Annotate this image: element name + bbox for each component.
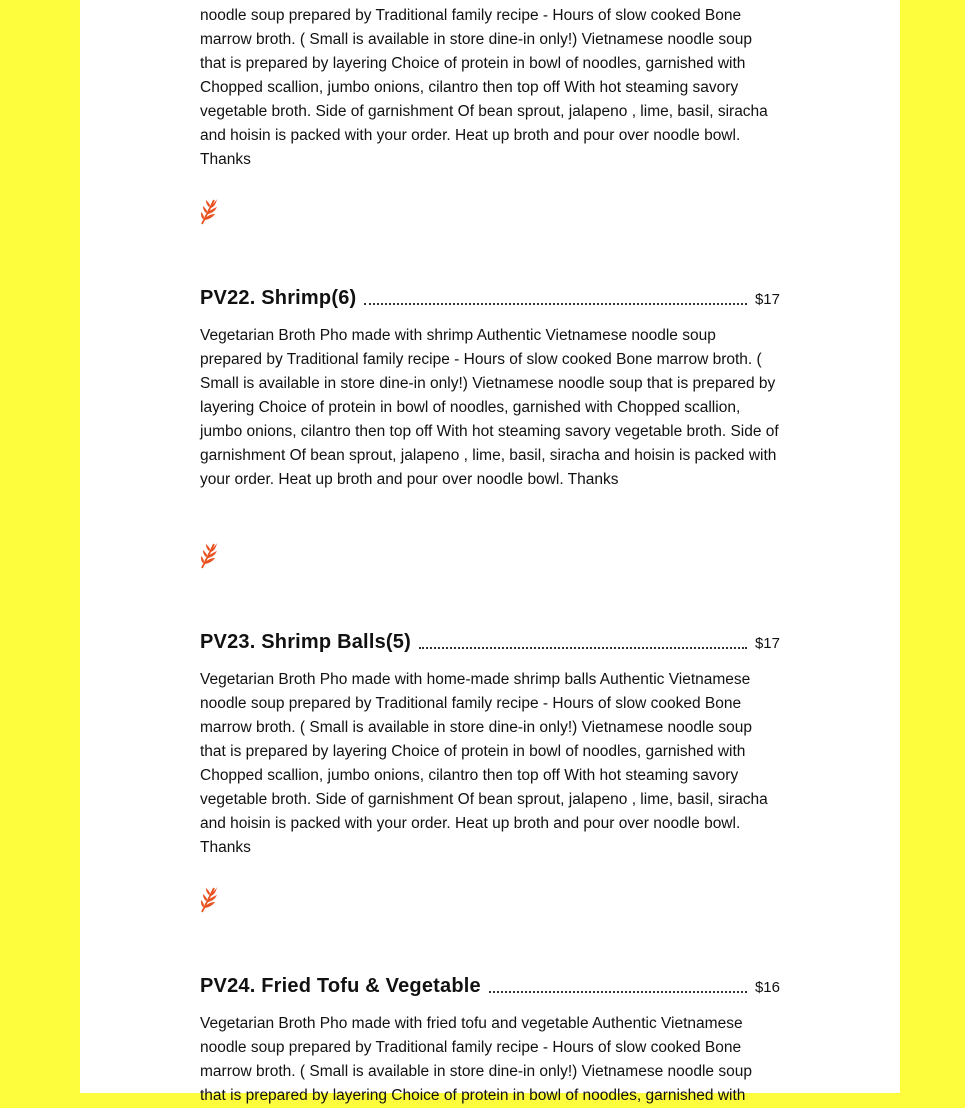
vegetarian-leaf-icon — [200, 541, 218, 569]
item-price: $16 — [754, 979, 780, 996]
dotted-leader — [489, 990, 747, 993]
menu-item-row[interactable] — [200, 280, 780, 310]
vegetarian-leaf-icon — [200, 885, 218, 913]
item-price: $17 — [754, 291, 780, 308]
item-description: Vegetarian Broth Pho made with home-made shrimp balls Authentic Vietnamese noodle soup prepared by Traditional family recipe - Hours of slow cooked Bone marrow broth. ( Small is available in store dine-in only!) Vietnamese noodle soup that is prepared by layering Choice of protein in bowl of noodles, garnished with Chopped scallion, jumbo onions, cilantro then top off With hot steaming savory vegetable broth. Side of garnishment Of bean sprout, jalapeno , lime, basil, siracha and hoisin is packed with your order. Heat up broth and pour over noodle bowl. Thanks — [200, 671, 768, 856]
menu-item-row[interactable] — [200, 968, 780, 998]
item-description: Vegetarian Broth Pho made with shrimp Authentic Vietnamese noodle soup prepared by Traditional family recipe - Hours of slow cooked Bone marrow broth. ( Small is available in store dine-in only!) Vietnamese noodle soup that is prepared by layering Choice of protein in bowl of noodles, garnished with Chopped scallion, jumbo onions, cilantro then top off With hot steaming savory vegetable broth. Side of garnishment Of bean sprout, jalapeno , lime, basil, siracha and hoisin is packed with your order. Heat up broth and pour over noodle bowl. Thanks — [200, 327, 779, 488]
item-title: PV24. Fried Tofu & Vegetable — [200, 975, 481, 997]
menu-item-row[interactable] — [200, 624, 780, 654]
dotted-leader — [364, 302, 747, 305]
item-description: Vegetarian Broth Pho made with fried tofu and vegetable Authentic Vietnamese noodle soup prepared by Traditional family recipe - Hours of slow cooked Bone marrow broth. ( Small is available in store dine-in only!) Vietnamese noodle soup that is prepared by layering Choice of protein in bowl of noodles, garnished with — [200, 1015, 752, 1104]
item-price: $17 — [754, 635, 780, 652]
item-title: PV22. Shrimp(6) — [200, 287, 357, 309]
item-description: noodle soup prepared by Traditional family recipe - Hours of slow cooked Bone marrow broth. ( Small is available in store dine-in only!) Vietnamese noodle soup that is prepared by layering Choice of protein in bowl of noodles, garnished with Chopped scallion, jumbo onions, cilantro then top off With hot steaming savory vegetable broth. Side of garnishment Of bean sprout, jalapeno , lime, basil, siracha and hoisin is packed with your order. Heat up broth and pour over noodle bowl. Thanks — [200, 7, 768, 168]
item-title: PV23. Shrimp Balls(5) — [200, 631, 411, 653]
dotted-leader — [419, 646, 747, 649]
vegetarian-leaf-icon — [200, 197, 218, 225]
menu-panel — [80, 0, 900, 1104]
